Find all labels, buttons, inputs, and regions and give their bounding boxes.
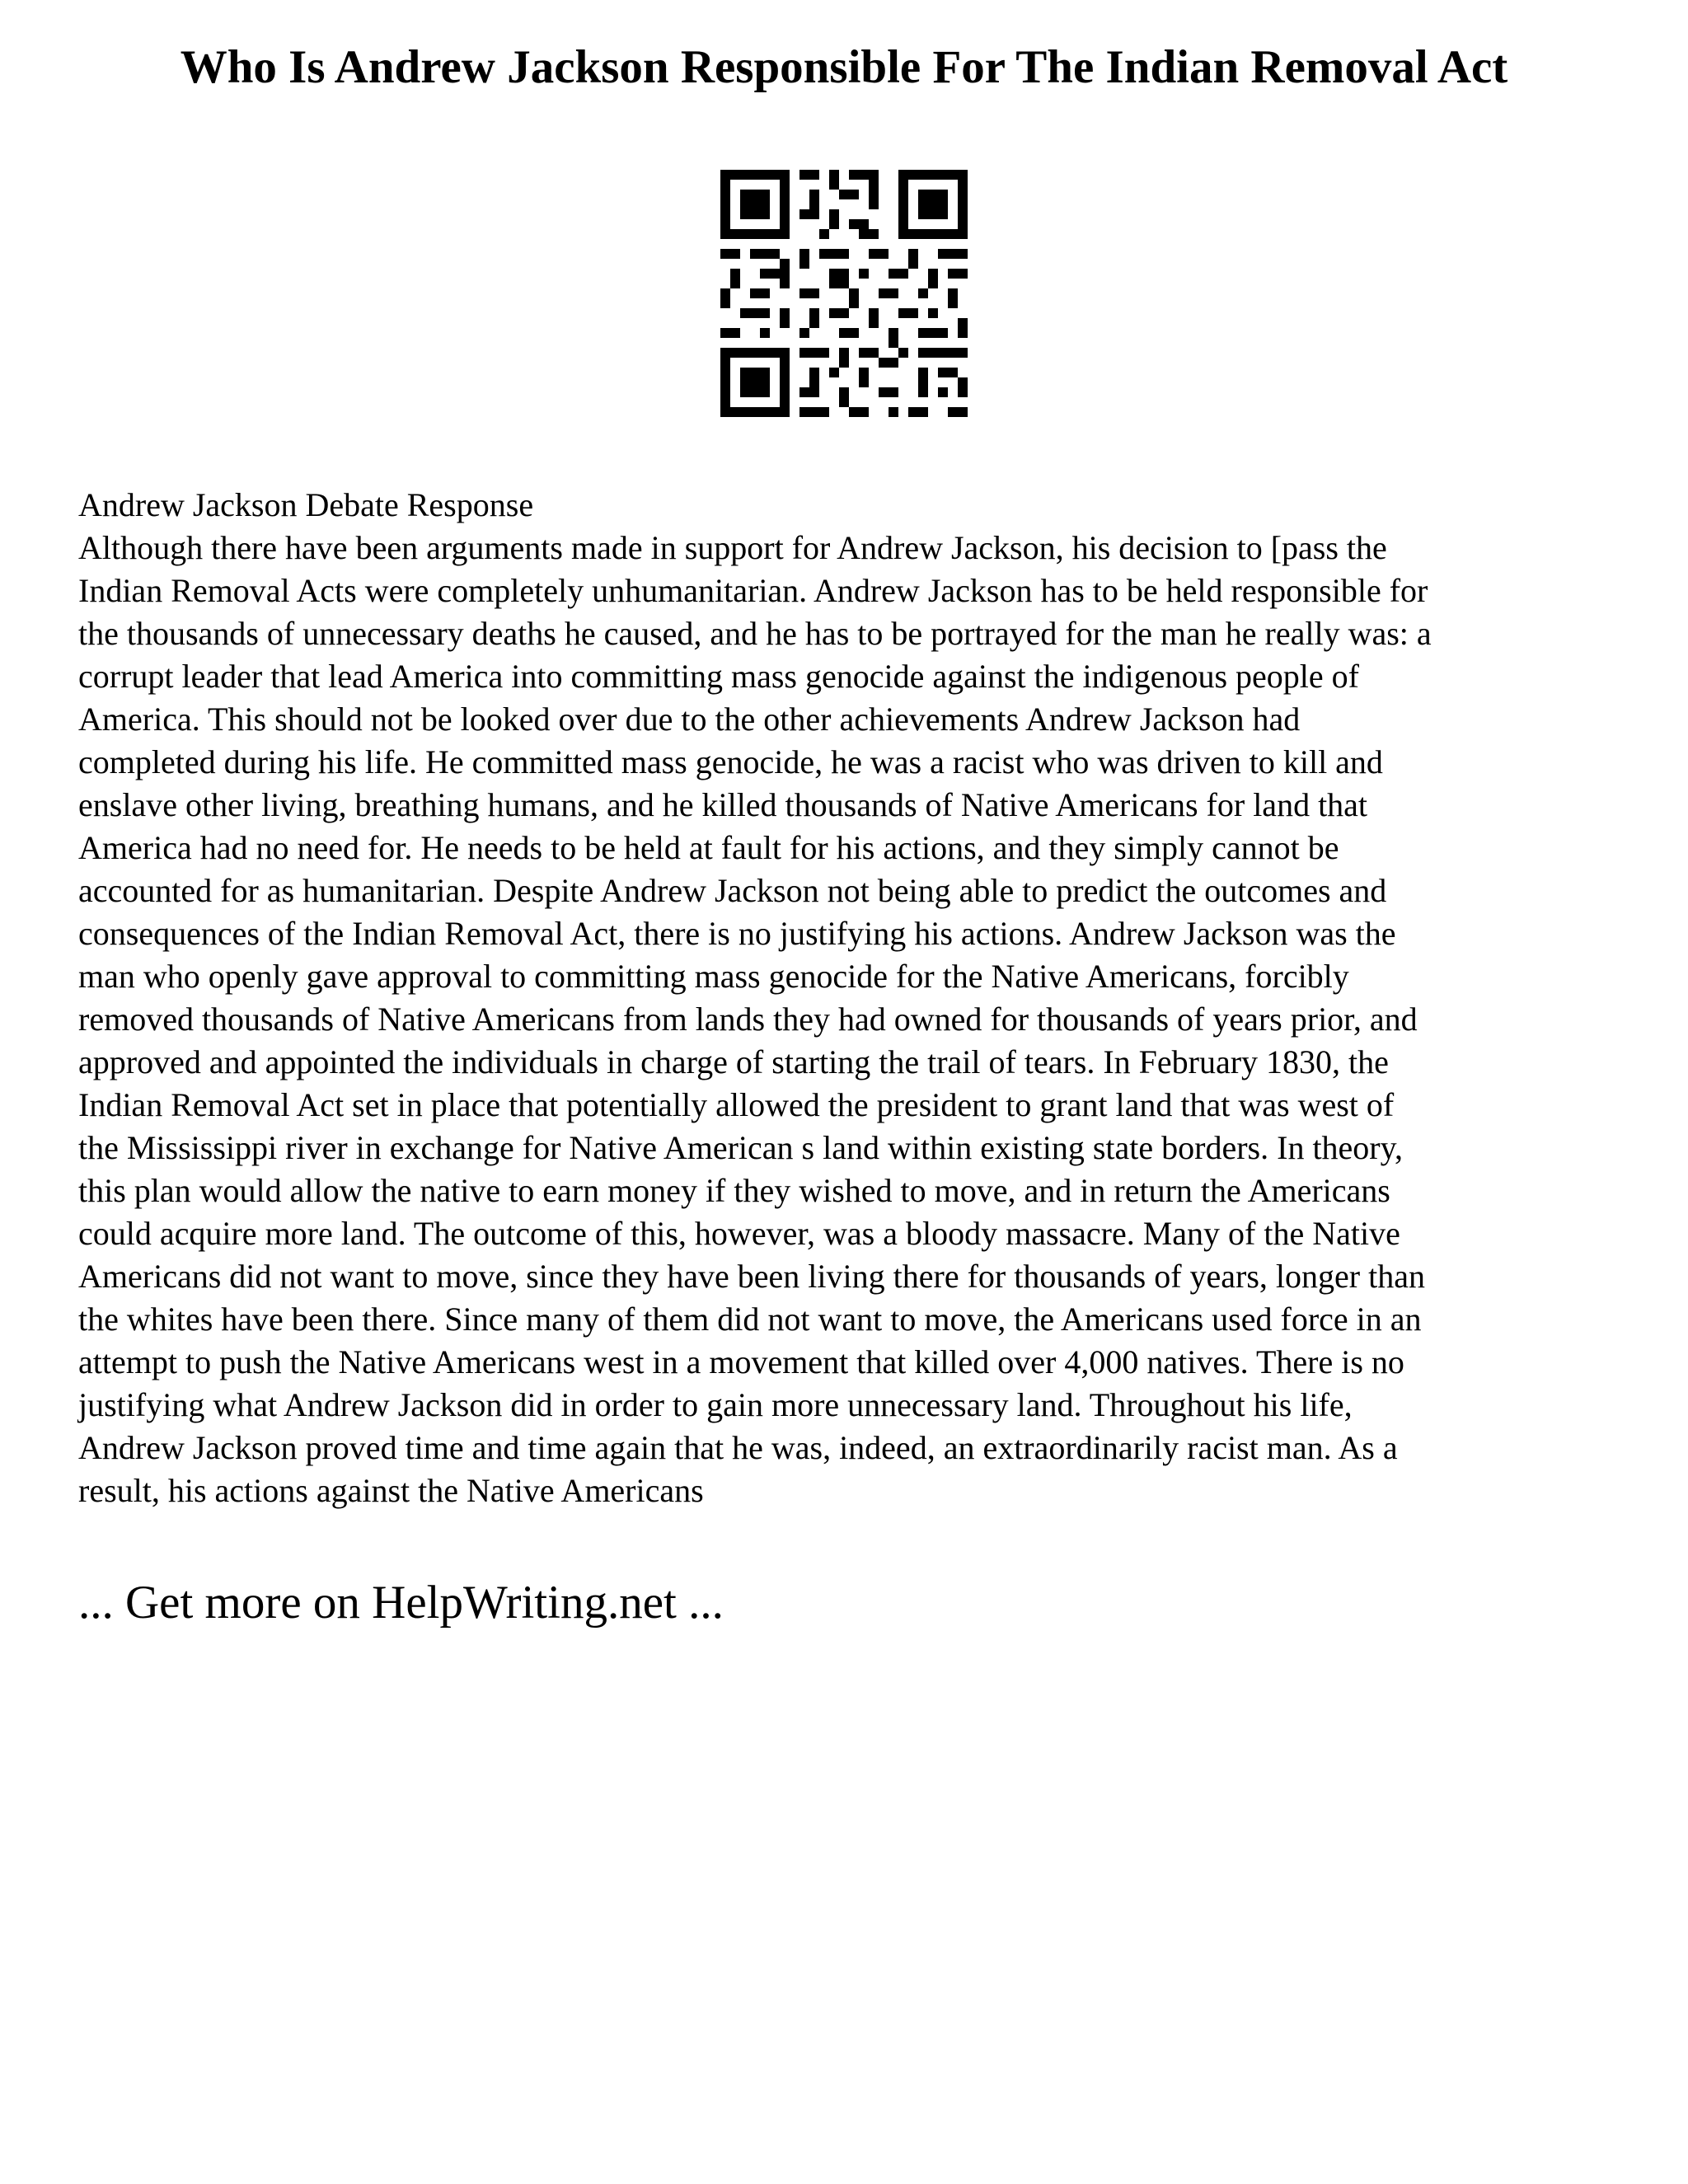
essay-line: Although there have been arguments made in support for Andrew Jackson, his decision to [pass the	[78, 529, 1387, 566]
essay-line: America had no need for. He needs to be held at fault for his actions, and they simply cannot be	[78, 829, 1339, 866]
essay-line: completed during his life. He committed mass genocide, he was a racist who was driven to kill and	[78, 743, 1383, 780]
essay-line: Indian Removal Acts were completely unhumanitarian. Andrew Jackson has to be held responsible for	[78, 572, 1428, 609]
essay-line: the thousands of unnecessary deaths he caused, and he has to be portrayed for the man he really was: a	[78, 615, 1432, 652]
essay-line: Americans did not want to move, since they have been living there for thousands of years, longer than	[78, 1258, 1425, 1295]
essay-line: could acquire more land. The outcome of this, however, was a bloody massacre. Many of the Native	[78, 1215, 1400, 1252]
page-title: Who Is Andrew Jackson Responsible For The Indian Removal Act	[180, 41, 1508, 93]
essay-line: removed thousands of Native Americans from lands they had owned for thousands of years prior, and	[78, 1001, 1418, 1038]
qr-code-icon[interactable]	[720, 170, 968, 417]
essay-line: the Mississippi river in exchange for Native American s land within existing state borders. In theory,	[78, 1129, 1404, 1166]
essay-line: justifying what Andrew Jackson did in order to gain more unnecessary land. Throughout his life,	[78, 1386, 1353, 1423]
essay-line: man who openly gave approval to committing mass genocide for the Native Americans, forcibly	[78, 958, 1349, 995]
essay-line: result, his actions against the Native Americans	[78, 1472, 704, 1509]
essay-line: approved and appointed the individuals in charge of starting the trail of tears. In February 1830, the	[78, 1043, 1389, 1080]
essay-line: accounted for as humanitarian. Despite Andrew Jackson not being able to predict the outcomes and	[78, 872, 1387, 909]
essay-line: America. This should not be looked over due to the other achievements Andrew Jackson had	[78, 701, 1301, 738]
essay-line: Indian Removal Act set in place that potentially allowed the president to grant land that was west of	[78, 1086, 1395, 1123]
get-more-link[interactable]: ... Get more on HelpWriting.net ...	[78, 1577, 724, 1629]
essay-line: corrupt leader that lead America into committing mass genocide against the indigenous people of	[78, 658, 1359, 695]
essay-line: enslave other living, breathing humans, and he killed thousands of Native Americans for land that	[78, 786, 1368, 823]
essay-line: this plan would allow the native to earn money if they wished to move, and in return the Americans	[78, 1172, 1390, 1209]
essay-line: Andrew Jackson proved time and time again that he was, indeed, an extraordinarily racist man. As a	[78, 1429, 1398, 1466]
essay-line: consequences of the Indian Removal Act, there is no justifying his actions. Andrew Jackson was the	[78, 915, 1396, 952]
qr-code-graphic	[720, 170, 968, 417]
essay-content	[78, 484, 1628, 1512]
essay-body	[78, 527, 1628, 1512]
essay-line: the whites have been there. Since many of them did not want to move, the Americans used force in an	[78, 1301, 1422, 1338]
essay-subheading: Andrew Jackson Debate Response	[78, 486, 534, 523]
essay-line: attempt to push the Native Americans west in a movement that killed over 4,000 natives. There is no	[78, 1343, 1404, 1380]
